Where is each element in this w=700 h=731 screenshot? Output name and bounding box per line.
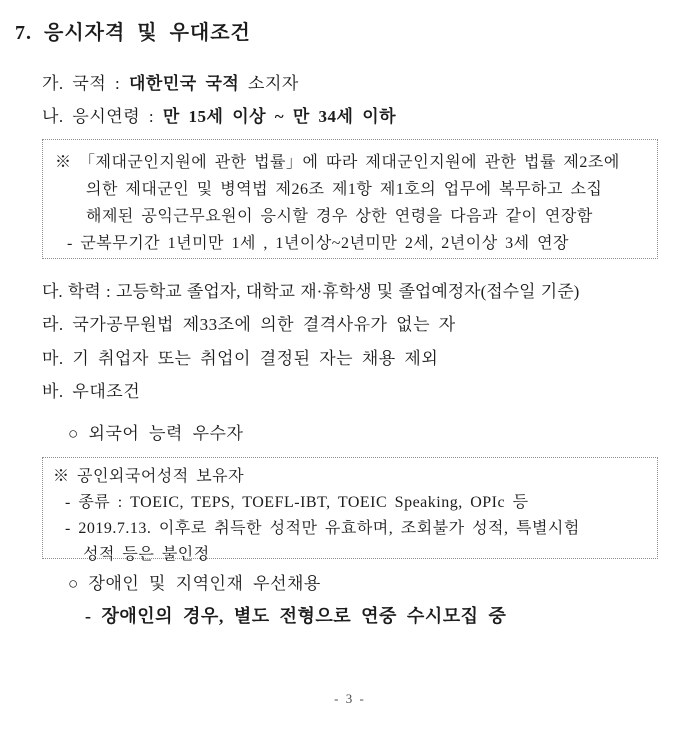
item-employed: 마. 기 취업자 또는 취업이 결정된 자는 채용 제외 [42,349,439,368]
item-nationality [42,69,299,94]
language-note-line1: ※ 공인외국어성적 보유자 [53,468,245,485]
veteran-note-line3: 해제된 공익근무요원이 응시할 경우 상한 연령을 다음과 같이 연장함 [86,208,593,225]
veteran-note-line1: ※ 「제대군인지원에 관한 법률」에 따라 제대군인지원에 관한 법률 제2조에 [55,154,620,171]
veteran-note-line4: - 군복무기간 1년미만 1세 , 1년이상~2년미만 2세, 2년이상 3세 연장 [67,235,570,252]
language-note-line3: - 2019.7.13. 이후로 취득한 성적만 유효하며, 조회불가 성적, 특별시험 [65,520,580,537]
item-education: 다. 학력 : 고등학교 졸업자, 대학교 재·휴학생 및 졸업예정자(접수일 기준) [42,282,580,301]
section-heading: 7. 응시자격 및 우대조건 [15,22,251,44]
item-nationality-suffix: 소지자 [239,74,299,93]
item-nationality-prefix: 가. 국적 : [42,74,129,93]
item-disqualification: 라. 국가공무원법 제33조에 의한 결격사유가 없는 자 [42,315,456,334]
item-nationality-bold: 대한민국 국적 [129,74,240,93]
bullet-disabled-detail: - 장애인의 경우, 별도 전형으로 연중 수시모집 중 [85,606,507,626]
item-age-bold: 만 15세 이상 ~ 만 34세 이하 [162,107,397,126]
language-note-line2: - 종류 : TOEIC, TEPS, TOEFL-IBT, TOEIC Speaking, OPIc 등 [65,494,529,511]
language-note-line4: 성적 등은 불인정 [83,546,210,563]
language-note-box [42,457,658,563]
bullet-disabled-regional: ○ 장애인 및 지역인재 우선채용 [68,574,321,593]
page-number: - 3 - [334,691,366,706]
item-age-prefix: 나. 응시연령 : [42,107,163,126]
item-preference: 바. 우대조건 [42,382,141,401]
bullet-foreign-language: ○ 외국어 능력 우수자 [68,424,244,443]
veteran-note-box [42,139,658,259]
item-age [42,102,396,127]
veteran-note-line2: 의한 제대군인 및 병역법 제26조 제1항 제1호의 업무에 복무하고 소집 [86,181,603,198]
